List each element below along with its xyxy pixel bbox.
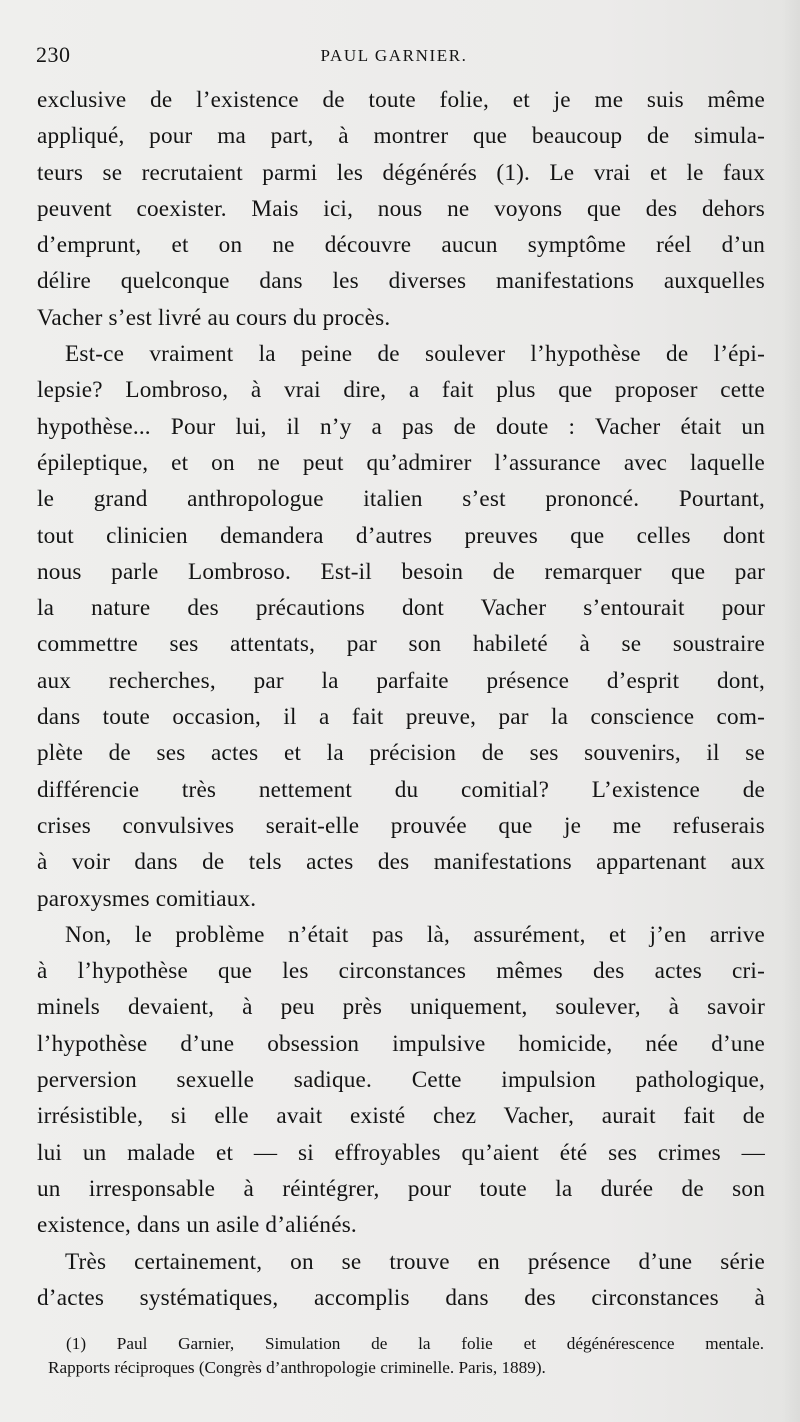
text-line: Non, le problème n’était pas là, assurément, et j’en arrive	[65, 921, 765, 948]
text-line: plète de ses actes et la précision de ses souvenirs, il se	[37, 740, 765, 767]
text-line: Vacher s’est livré au cours du procès.	[37, 304, 391, 331]
text-line: lepsie? Lombroso, à vrai dire, a fait plus que proposer cette	[37, 377, 765, 404]
text-line: paroxysmes comitiaux.	[37, 885, 257, 912]
text-line: dans toute occasion, il a fait preuve, par la conscience com-	[37, 704, 765, 731]
page-number: 230	[36, 42, 71, 67]
footnote	[48, 1332, 764, 1380]
paragraph-2	[37, 336, 765, 917]
paragraph-1	[37, 82, 765, 336]
page-header	[36, 42, 764, 76]
text-line: l’hypothèse d’une obsession impulsive homicide, née d’une	[37, 1030, 765, 1057]
text-line: à voir dans de tels actes des manifestations appartenant aux	[37, 849, 765, 876]
text-line: appliqué, pour ma part, à montrer que beaucoup de simula-	[37, 123, 765, 150]
running-head: PAUL GARNIER.	[320, 46, 468, 65]
text-line: Est-ce vraiment la peine de soulever l’hypothèse de l’épi-	[65, 341, 765, 368]
body-text	[37, 82, 765, 1316]
text-line: Très certainement, on se trouve en présence d’une série	[65, 1248, 765, 1275]
text-line: existence, dans un asile d’aliénés.	[37, 1212, 357, 1239]
paragraph-3	[37, 917, 765, 1244]
text-line: hypothèse... Pour lui, il n’y a pas de doute : Vacher était un	[37, 413, 765, 440]
text-line: minels devaient, à peu près uniquement, soulever, à savoir	[37, 994, 765, 1021]
text-line: différencie très nettement du comitial? L’existence de	[37, 776, 765, 803]
footnote-line: Rapports réciproques (Congrès d’anthropologie criminelle. Paris, 1889).	[48, 1358, 546, 1377]
text-line: perversion sexuelle sadique. Cette impulsion pathologique,	[37, 1067, 765, 1094]
text-line: teurs se recrutaient parmi les dégénérés (1). Le vrai et le faux	[37, 159, 765, 186]
text-line: délire quelconque dans les diverses manifestations auxquelles	[37, 268, 765, 295]
text-line: le grand anthropologue italien s’est prononcé. Pourtant,	[37, 486, 765, 513]
text-line: commettre ses attentats, par son habileté à se soustraire	[37, 631, 765, 658]
footnote-line: (1) Paul Garnier, Simulation de la folie et dégénérescence mentale.	[66, 1334, 764, 1353]
text-line: lui un malade et — si effroyables qu’aient été ses crimes —	[37, 1139, 765, 1166]
text-line: à l’hypothèse que les circonstances mêmes des actes cri-	[37, 958, 765, 985]
text-line: d’emprunt, et on ne découvre aucun symptôme réel d’un	[37, 232, 765, 259]
text-line: un irresponsable à réintégrer, pour toute la durée de son	[37, 1175, 765, 1202]
text-line: aux recherches, par la parfaite présence d’esprit dont,	[37, 667, 765, 694]
text-line: peuvent coexister. Mais ici, nous ne voyons que des dehors	[37, 195, 765, 222]
text-line: nous parle Lombroso. Est-il besoin de remarquer que par	[37, 558, 765, 585]
text-line: d’actes systématiques, accomplis dans des circonstances à	[37, 1284, 765, 1311]
text-line: crises convulsives serait-elle prouvée que je me refuserais	[37, 812, 765, 839]
page-edge-shadow	[782, 0, 800, 1422]
text-line: la nature des précautions dont Vacher s’entourait pour	[37, 595, 765, 622]
text-line: irrésistible, si elle avait existé chez Vacher, aurait fait de	[37, 1103, 765, 1130]
text-line: exclusive de l’existence de toute folie, et je me suis même	[37, 87, 765, 113]
paragraph-4	[37, 1244, 765, 1317]
text-line: tout clinicien demandera d’autres preuves que celles dont	[37, 522, 765, 549]
text-line: épileptique, et on ne peut qu’admirer l’assurance avec laquelle	[37, 449, 765, 476]
